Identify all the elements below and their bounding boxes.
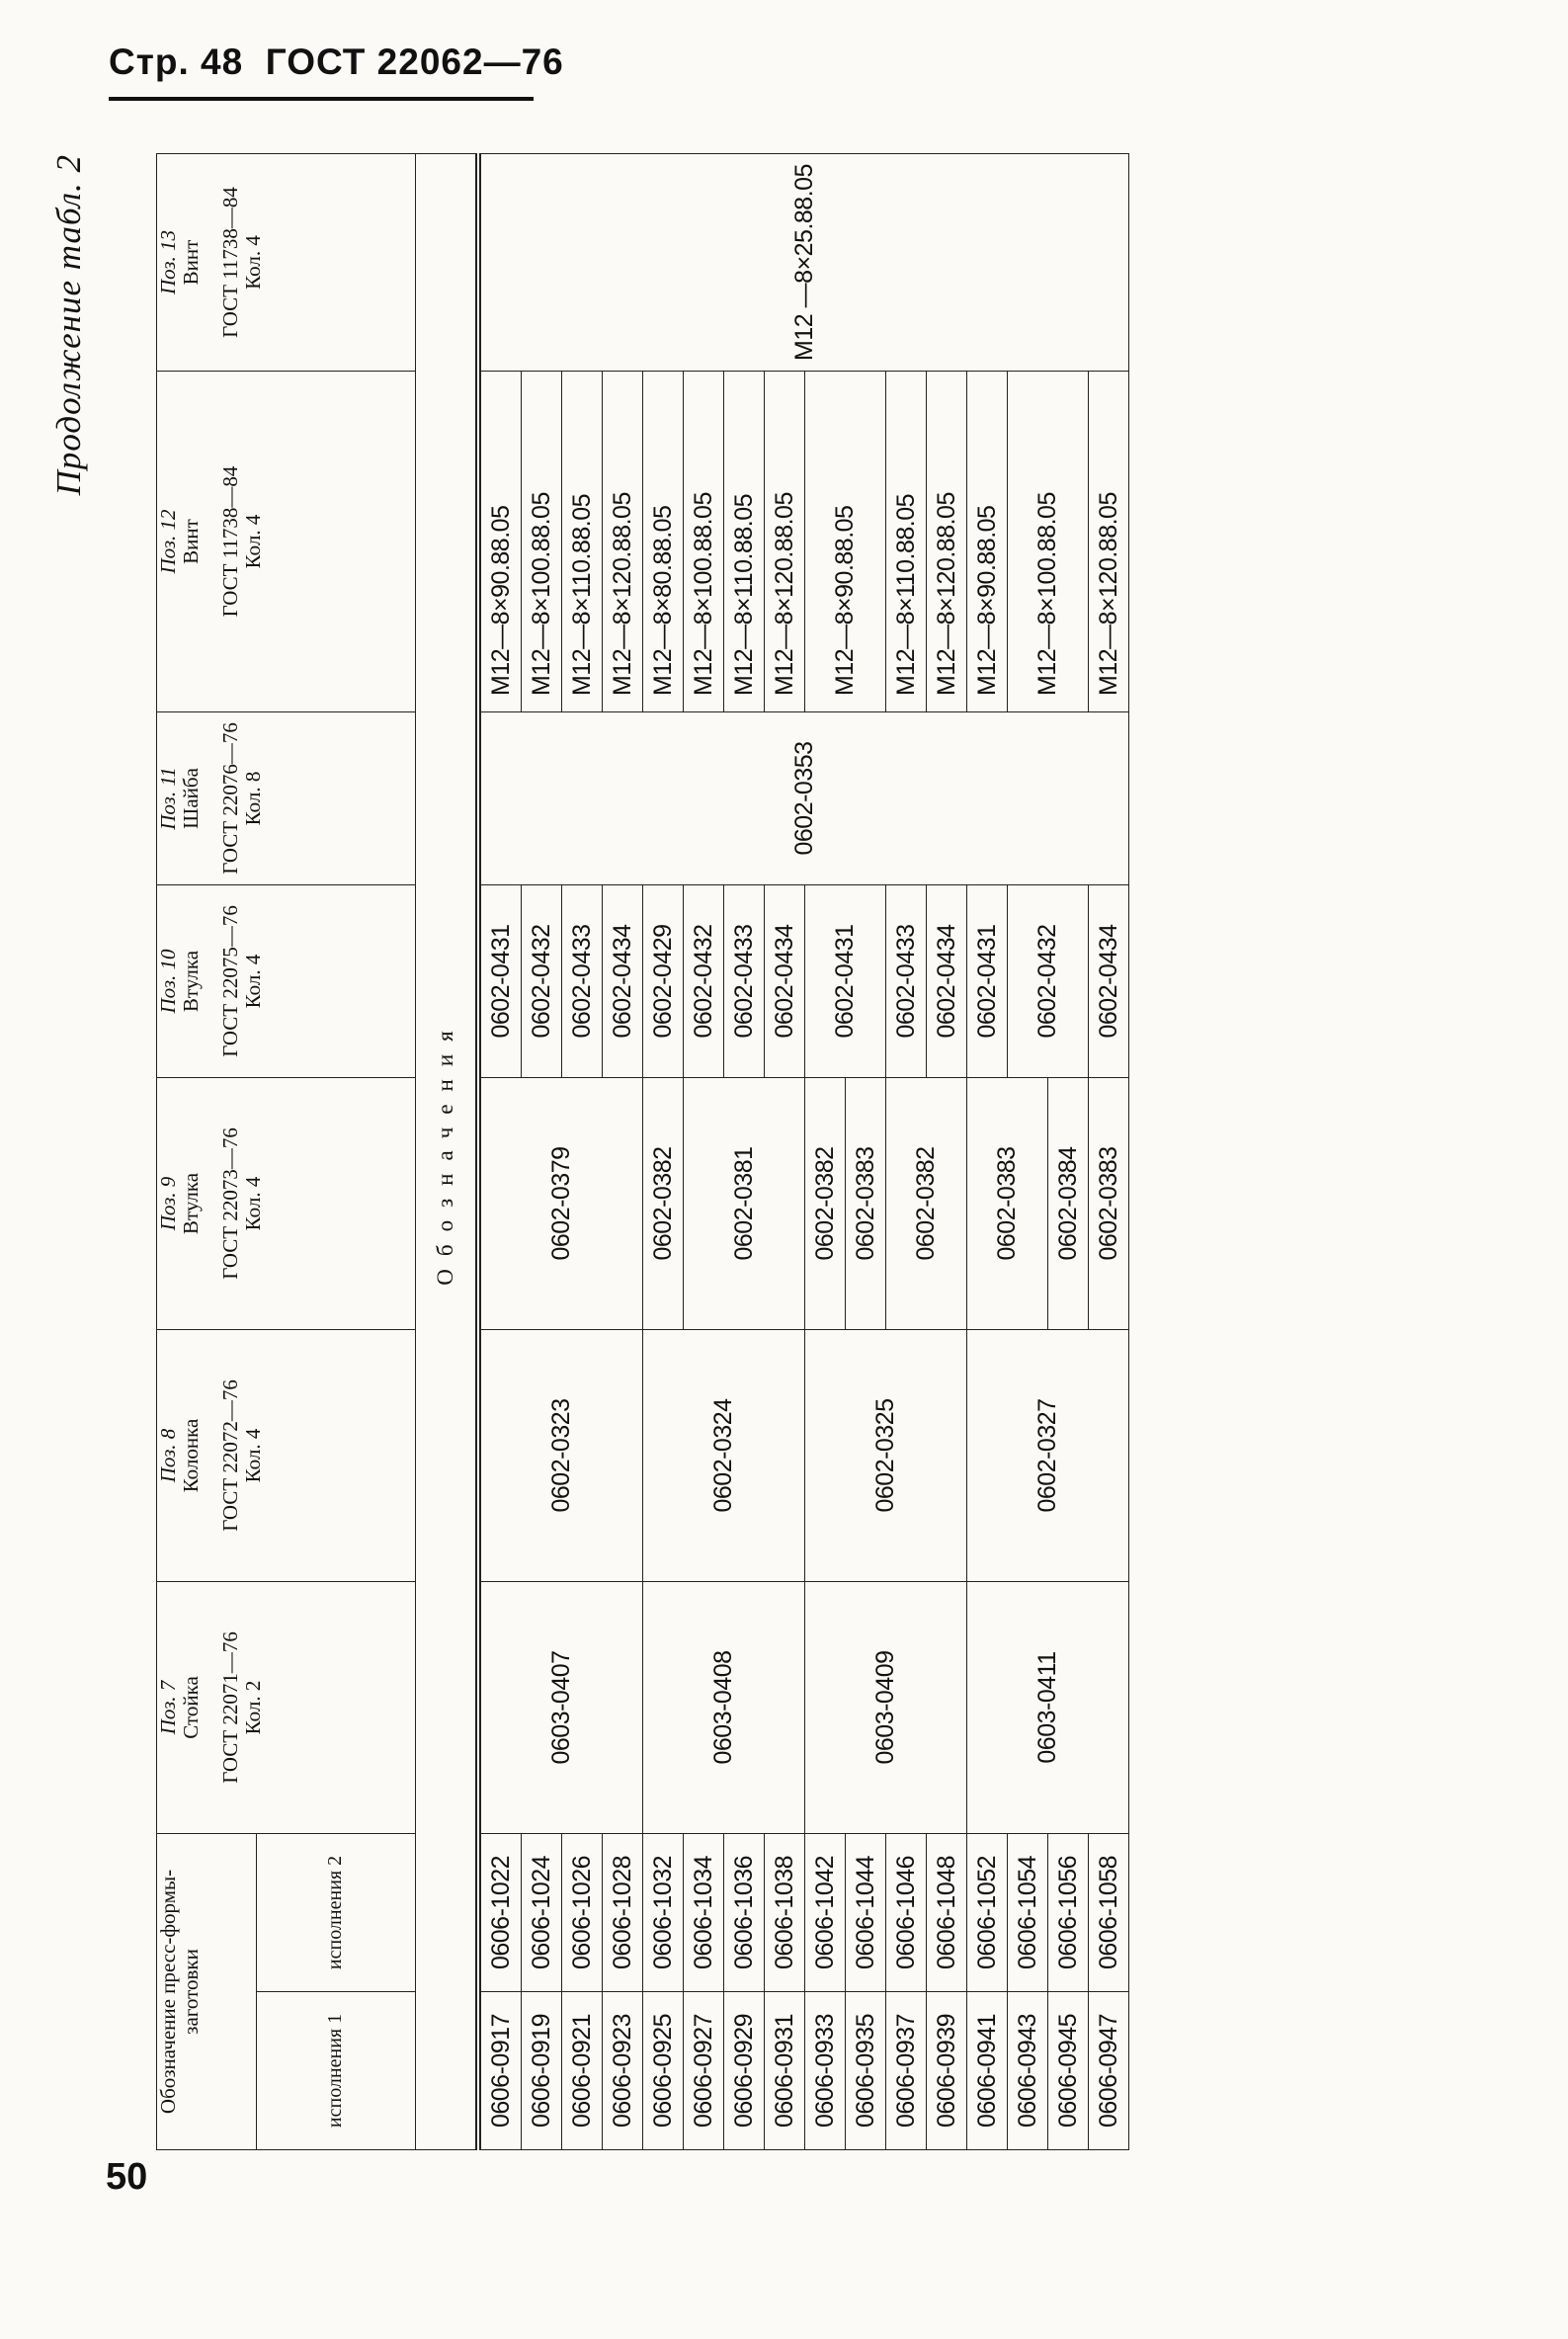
cell-pos12: M12—8×110.88.05 xyxy=(562,371,603,711)
cell-isp1: 0606-0925 xyxy=(643,1992,684,2150)
cell-pos12: M12—8×110.88.05 xyxy=(724,371,765,711)
cell-pos9: 0602-0379 xyxy=(478,1077,643,1329)
cell-isp2: 0606-1042 xyxy=(805,1833,846,1991)
cell-isp1: 0606-0943 xyxy=(1008,1992,1048,2150)
cell-isp2: 0606-1058 xyxy=(1089,1833,1129,1991)
running-header xyxy=(109,42,564,83)
cell-isp1: 0606-0921 xyxy=(562,1992,603,2150)
cell-pos12: M12—8×120.88.05 xyxy=(927,371,967,711)
cell-pos12: M12—8×120.88.05 xyxy=(765,371,805,711)
cell-isp2: 0606-1028 xyxy=(603,1833,643,1991)
cell-isp1: 0606-0923 xyxy=(603,1992,643,2150)
cell-isp2: 0606-1026 xyxy=(562,1833,603,1991)
cell-pos9: 0602-0382 xyxy=(643,1077,684,1329)
col-header-pos12: Поз. 12 Винт ГОСТ 11738—84 Кол. 4 xyxy=(157,371,416,711)
cell-pos10: 0602-0434 xyxy=(1089,884,1129,1077)
cell-pos12: M12—8×100.88.05 xyxy=(522,371,562,711)
cell-pos12: M12—8×90.88.05 xyxy=(478,371,522,711)
cell-pos10: 0602-0434 xyxy=(927,884,967,1077)
cell-pos10: 0602-0432 xyxy=(684,884,724,1077)
cell-isp2: 0606-1034 xyxy=(684,1833,724,1991)
cell-isp2: 0606-1054 xyxy=(1008,1833,1048,1991)
cell-isp1: 0606-0947 xyxy=(1089,1992,1129,2150)
col-header-isp1: исполнения 1 xyxy=(257,1992,416,2150)
cell-pos9: 0602-0383 xyxy=(1089,1077,1129,1329)
cell-pos7: 0603-0409 xyxy=(805,1581,967,1833)
table-caption: Продолжение табл. 2 xyxy=(49,154,88,496)
cell-pos7: 0603-0408 xyxy=(643,1581,805,1833)
designations-band: Обозначения xyxy=(416,153,479,2149)
parts-table xyxy=(156,153,1129,2150)
cell-pos12: M12—8×120.88.05 xyxy=(603,371,643,711)
header-rule xyxy=(109,97,534,101)
cell-pos9: 0602-0382 xyxy=(886,1077,967,1329)
cell-pos10: 0602-0431 xyxy=(967,884,1008,1077)
cell-pos10: 0602-0433 xyxy=(886,884,927,1077)
cell-isp1: 0606-0941 xyxy=(967,1992,1008,2150)
cell-pos10: 0602-0433 xyxy=(562,884,603,1077)
table-row xyxy=(478,153,522,2149)
cell-isp2: 0606-1036 xyxy=(724,1833,765,1991)
cell-pos9: 0602-0384 xyxy=(1048,1077,1089,1329)
cell-pos8: 0602-0327 xyxy=(967,1329,1129,1581)
cell-isp2: 0606-1024 xyxy=(522,1833,562,1991)
table-row xyxy=(886,153,927,2149)
col-header-pos13: Поз. 13 Винт ГОСТ 11738—84 Кол. 4 xyxy=(157,153,416,371)
cell-isp1: 0606-0931 xyxy=(765,1992,805,2150)
cell-pos8: 0602-0324 xyxy=(643,1329,805,1581)
col-header-isp2: исполнения 2 xyxy=(257,1833,416,1991)
cell-pos12: M12—8×80.88.05 xyxy=(643,371,684,711)
col-header-pos8: Поз. 8 Колонка ГОСТ 22072—76 Кол. 4 xyxy=(157,1329,416,1581)
cell-pos9: 0602-0381 xyxy=(684,1077,805,1329)
cell-isp2: 0606-1032 xyxy=(643,1833,684,1991)
table-row xyxy=(1089,153,1129,2149)
cell-pos7: 0603-0411 xyxy=(967,1581,1129,1833)
page-number: 50 xyxy=(106,2156,148,2198)
table-row xyxy=(643,153,684,2149)
cell-pos10: 0602-0434 xyxy=(603,884,643,1077)
cell-isp1: 0606-0939 xyxy=(927,1992,967,2150)
cell-pos12: M12—8×90.88.05 xyxy=(967,371,1008,711)
col-header-pos9: Поз. 9 Втулка ГОСТ 22073—76 Кол. 4 xyxy=(157,1077,416,1329)
table-row xyxy=(684,153,724,2149)
cell-pos10: 0602-0431 xyxy=(805,884,886,1077)
page-header-text: Стр. 48 ГОСТ 22062—76 xyxy=(109,42,564,82)
cell-pos10: 0602-0431 xyxy=(478,884,522,1077)
cell-pos12: M12—8×100.88.05 xyxy=(1008,371,1089,711)
cell-isp1: 0606-0935 xyxy=(846,1992,886,2150)
cell-isp1: 0606-0919 xyxy=(522,1992,562,2150)
cell-isp2: 0606-1056 xyxy=(1048,1833,1089,1991)
cell-pos8: 0602-0325 xyxy=(805,1329,967,1581)
cell-isp2: 0606-1044 xyxy=(846,1833,886,1991)
cell-isp2: 0606-1038 xyxy=(765,1833,805,1991)
cell-isp1: 0606-0933 xyxy=(805,1992,846,2150)
cell-pos7: 0603-0407 xyxy=(478,1581,643,1833)
cell-pos10: 0602-0429 xyxy=(643,884,684,1077)
cell-isp1: 0606-0927 xyxy=(684,1992,724,2150)
cell-pos12: M12—8×120.88.05 xyxy=(1089,371,1129,711)
col-header-pos7: Поз. 7 Стойка ГОСТ 22071—76 Кол. 2 xyxy=(157,1581,416,1833)
cell-pos11: 0602-0353 xyxy=(478,711,1129,884)
cell-isp2: 0606-1048 xyxy=(927,1833,967,1991)
cell-isp1: 0606-0917 xyxy=(478,1992,522,2150)
cell-pos9: 0602-0383 xyxy=(967,1077,1048,1329)
cell-pos9: 0602-0382 xyxy=(805,1077,846,1329)
cell-pos12: M12—8×90.88.05 xyxy=(805,371,886,711)
cell-isp1: 0606-0945 xyxy=(1048,1992,1089,2150)
table-row xyxy=(805,153,846,2149)
cell-isp1: 0606-0929 xyxy=(724,1992,765,2150)
cell-pos10: 0602-0432 xyxy=(1008,884,1089,1077)
cell-isp2: 0606-1022 xyxy=(478,1833,522,1991)
cell-pos13: M12 —8×25.88.05 xyxy=(478,153,1129,371)
col-header-pos11: Поз. 11 Шайба ГОСТ 22076—76 Кол. 8 xyxy=(157,711,416,884)
cell-pos10: 0602-0434 xyxy=(765,884,805,1077)
cell-pos10: 0602-0432 xyxy=(522,884,562,1077)
cell-pos8: 0602-0323 xyxy=(478,1329,643,1581)
cell-pos9: 0602-0383 xyxy=(846,1077,886,1329)
cell-isp2: 0606-1052 xyxy=(967,1833,1008,1991)
cell-pos12: M12—8×100.88.05 xyxy=(684,371,724,711)
cell-isp2: 0606-1046 xyxy=(886,1833,927,1991)
cell-isp1: 0606-0937 xyxy=(886,1992,927,2150)
designation-group-header: Обозначение пресс-формы-заготовки xyxy=(157,1833,257,2149)
col-header-pos10: Поз. 10 Втулка ГОСТ 22075—76 Кол. 4 xyxy=(157,884,416,1077)
cell-pos12: M12—8×110.88.05 xyxy=(886,371,927,711)
table-row xyxy=(967,153,1008,2149)
cell-pos10: 0602-0433 xyxy=(724,884,765,1077)
rotated-table xyxy=(49,125,1480,2150)
